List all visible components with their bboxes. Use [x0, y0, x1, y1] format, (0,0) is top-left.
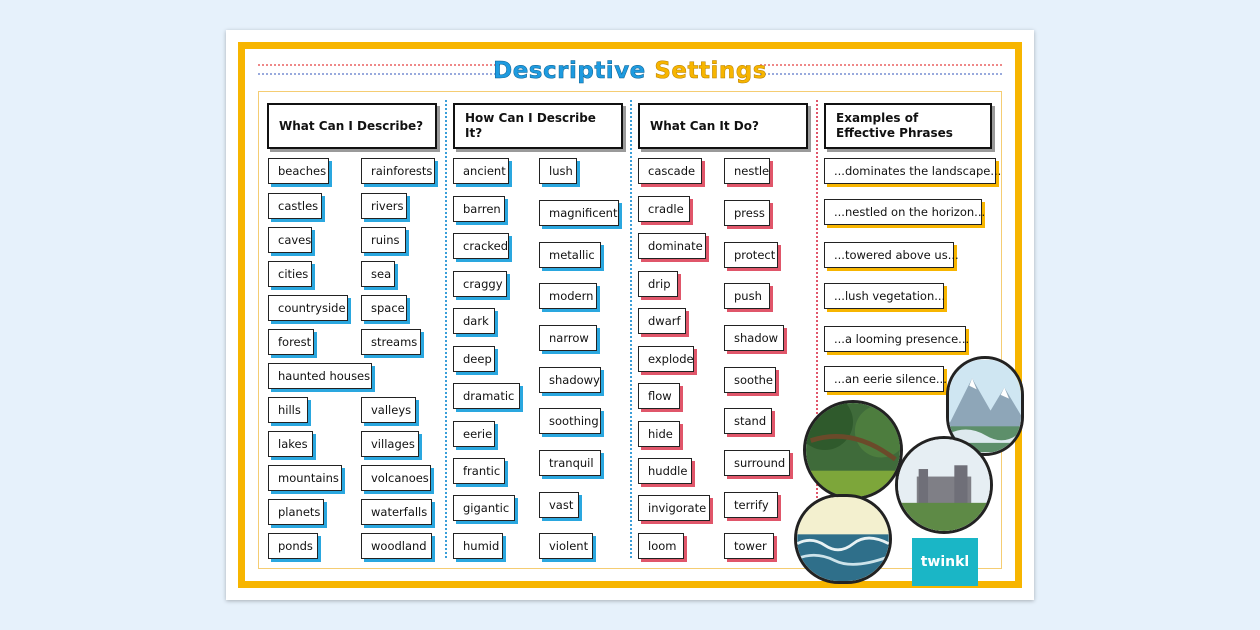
word-card: dramatic [453, 383, 520, 409]
word-card: huddle [638, 458, 692, 484]
word-card: frantic [453, 458, 505, 484]
heading-text: How Can I Describe It? [465, 111, 596, 140]
heading-text: Effective Phrases [836, 126, 953, 140]
logo-text: twinkl [920, 554, 970, 570]
word-card: ...nestled on the horizon... [824, 199, 982, 225]
heading-what-can-i-describe [267, 103, 437, 149]
word-card: ...towered above us... [824, 242, 954, 268]
word-card: cities [268, 261, 312, 287]
column-divider [445, 100, 447, 558]
word-card: modern [539, 283, 597, 309]
word-card: push [724, 283, 770, 309]
word-card: craggy [453, 271, 507, 297]
word-card: valleys [361, 397, 416, 423]
word-card: terrify [724, 492, 778, 518]
word-card: flow [638, 383, 680, 409]
word-card: humid [453, 533, 503, 559]
heading-text: Examples of [836, 111, 919, 125]
word-card: mountains [268, 465, 342, 491]
heading-text: What Can It Do? [650, 118, 759, 133]
word-card: ponds [268, 533, 318, 559]
word-card: protect [724, 242, 778, 268]
word-card: sea [361, 261, 395, 287]
word-card: violent [539, 533, 593, 559]
word-card: barren [453, 196, 505, 222]
word-card: forest [268, 329, 314, 355]
word-card: nestle [724, 158, 770, 184]
word-card: narrow [539, 325, 597, 351]
castle-scene-image [895, 436, 993, 534]
word-card: beaches [268, 158, 329, 184]
word-card: rainforests [361, 158, 435, 184]
word-card: ...dominates the landscape... [824, 158, 996, 184]
word-card: cascade [638, 158, 702, 184]
word-card: invigorate [638, 495, 710, 521]
word-card: shadow [724, 325, 784, 351]
word-card: haunted houses [268, 363, 372, 389]
word-card: magnificent [539, 200, 619, 226]
word-card: streams [361, 329, 421, 355]
heading-effective-phrases [824, 103, 992, 149]
word-card: dominate [638, 233, 706, 259]
sea-scene-image [794, 494, 892, 584]
word-card: soothe [724, 367, 776, 393]
word-card: eerie [453, 421, 495, 447]
word-card: space [361, 295, 407, 321]
word-card: countryside [268, 295, 348, 321]
word-card: waterfalls [361, 499, 432, 525]
word-card: ruins [361, 227, 406, 253]
word-card: ...an eerie silence... [824, 366, 944, 392]
word-card: hills [268, 397, 308, 423]
heading-what-can-it-do [638, 103, 808, 149]
word-card: cradle [638, 196, 690, 222]
word-card: tower [724, 533, 774, 559]
word-card: lakes [268, 431, 313, 457]
word-card: woodland [361, 533, 432, 559]
word-card: ...a looming presence... [824, 326, 966, 352]
word-card: planets [268, 499, 324, 525]
word-card: vast [539, 492, 579, 518]
word-card: shadowy [539, 367, 601, 393]
word-card: stand [724, 408, 772, 434]
word-card: drip [638, 271, 678, 297]
heading-text: What Can I Describe? [279, 118, 424, 133]
word-card: explode [638, 346, 694, 372]
jungle-scene-image [803, 400, 903, 500]
column-divider [816, 100, 818, 558]
word-card: caves [268, 227, 312, 253]
word-card: loom [638, 533, 684, 559]
word-card: metallic [539, 242, 601, 268]
word-card: gigantic [453, 495, 515, 521]
column-divider [630, 100, 632, 558]
word-card: lush [539, 158, 577, 184]
title-part-2: Settings [654, 58, 767, 84]
word-card: surround [724, 450, 790, 476]
word-card: deep [453, 346, 495, 372]
word-card: hide [638, 421, 680, 447]
word-card: rivers [361, 193, 407, 219]
word-card: ancient [453, 158, 509, 184]
word-card: castles [268, 193, 322, 219]
word-card: press [724, 200, 770, 226]
page-title [0, 58, 1260, 84]
word-card: dwarf [638, 308, 686, 334]
word-card: tranquil [539, 450, 601, 476]
twinkl-logo [912, 538, 978, 586]
word-card: ...lush vegetation... [824, 283, 944, 309]
title-part-1: Descriptive [493, 58, 646, 84]
word-card: volcanoes [361, 465, 431, 491]
heading-how-can-i-describe-it [453, 103, 623, 149]
word-card: cracked [453, 233, 509, 259]
word-card: villages [361, 431, 419, 457]
word-card: dark [453, 308, 495, 334]
word-card: soothing [539, 408, 601, 434]
